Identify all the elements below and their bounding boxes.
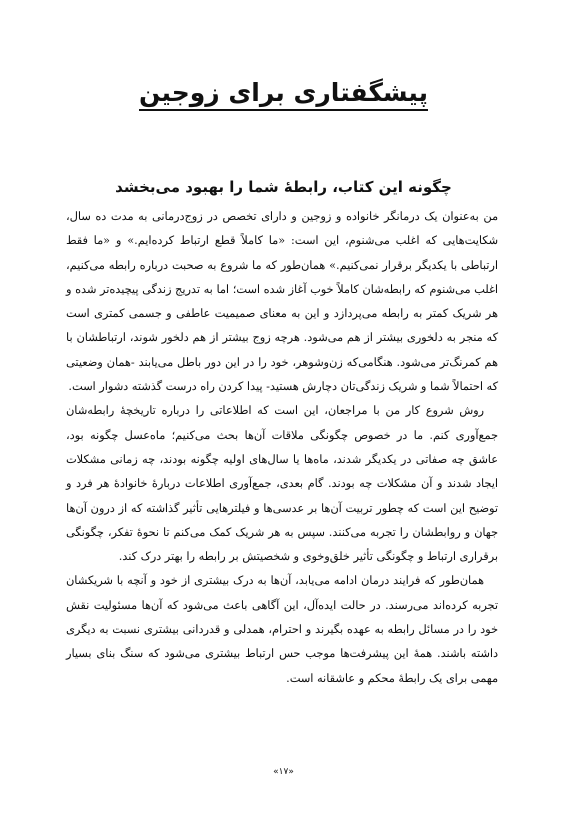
- paragraph-2: روش شروع کار من با مراجعان، این است که اطلاعاتی را درباره تاریخچهٔ رابطه‌شان جمع‌آوری کنم. ما در خصوص چگونگی ملاقات آن‌ها بحث می‌کنیم؛ ماه‌عسل چگونه بود، عاشق چه صفاتی در یکدیگر شدند، ماه‌ها یا سال‌های اولیه چگونه بودند، چه زمانی مشکلات ایجاد شدند و آن مشکلات چه بودند. گام بعدی، جمع‌آوری اطلاعات دربارهٔ خانوادهٔ هر فرد و توضیح این است که چطور تربیت آن‌ها بر عدسی‌ها و فیلترهایی تأثیر گذاشته که از درون آن‌ها جهان و روابطشان را تجربه می‌کنند. سپس به هر شریک کمک می‌کنم تا نحوهٔ تفکر، چگونگی برقراری ارتباط و چگونگی تأثیر خلق‌وخوی و شخصیتش بر رابطه را بهتر درک کند.: [66, 404, 498, 564]
- page-number: «۱۷»: [273, 767, 294, 777]
- paragraph-1: من به‌عنوان یک درمانگر خانواده و زوجین و دارای تخصص در زوج‌درمانی به مدت ده سال، شکایت‌هایی که اغلب می‌شنوم، این است: «ما کاملاً قطع ارتباط کرده‌ایم.» و «ما فقط ارتباطی با یکدیگر برقرار نمی‌کنیم.» همان‌طور که ما شروع به صحبت درباره رابطه می‌کنیم، اغلب می‌شنوم که رابطه‌شان کاملاً خوب آغاز شده است؛ اما به تدریج زندگی پیچیده‌تر شده و هر شریک کمتر به رابطه می‌پردازد و این به معنای صمیمیت عاطفی و جسمی کمتری است که منجر به دلخوری بیشتر از هم می‌شود. هرچه زوج بیشتر از هم دلخور شوند، ارتباطشان با هم کمرنگ‌تر می‌شود. هنگامی‌که زن‌وشوهر، خود را در این دور باطل می‌یابند -همان وضعیتی که احتمالاً شما و شریک زندگی‌تان دچارش هستید- پیدا کردن راه درست گذشته دشوار است.: [66, 210, 498, 394]
- title-text: پیشگفتاری برای زوجین: [139, 78, 428, 111]
- body-text: [66, 205, 498, 691]
- section-heading: چگونه این کتاب، رابطهٔ شما را بهبود می‌بخشد: [115, 178, 452, 196]
- paragraph-3: همان‌طور که فرایند درمان ادامه می‌یابد، آن‌ها به درک بیشتری از خود و آنچه با شریکشان تجربه کرده‌اند می‌رسند. در حالت ایده‌آل، این آگاهی باعث می‌شود که آن‌ها مسئولیت نقش خود را در مسائل رابطه به عهده بگیرند و احترام، همدلی و قدردانی بیشتری نسبت به دیگری داشته باشند. همهٔ این پیشرفت‌ها موجب حس ارتباط بیشتری می‌شود که سنگ بنای بسیار مهمی برای یک رابطهٔ محکم و عاشقانه است.: [66, 574, 498, 685]
- page-title: [0, 78, 567, 107]
